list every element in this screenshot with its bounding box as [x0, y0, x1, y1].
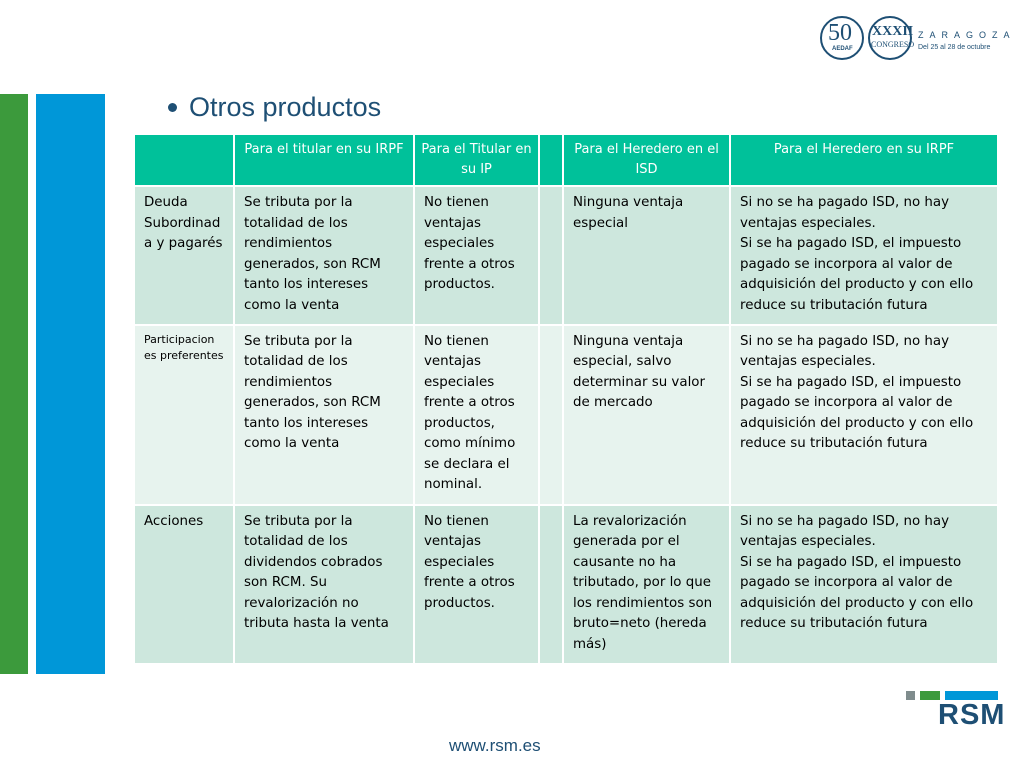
- table-row: [134, 186, 998, 325]
- cell-ip-titular: No tienen ventajas especiales frente a otros productos, como mínimo se declara el nominal.: [414, 325, 539, 505]
- website-link[interactable]: www.rsm.es: [449, 736, 541, 755]
- row-label: Participacion es preferentes: [134, 325, 234, 505]
- logo-city: ZARAGOZA: [918, 30, 1016, 40]
- header-spacer: [539, 134, 563, 186]
- blue-side-bar: [36, 94, 105, 674]
- row-label: Deuda Subordinad a y pagarés: [134, 186, 234, 325]
- cell-irpf-titular: Se tributa por la totalidad de los dividendos cobrados son RCM. Su revalorización no tributa hasta la venta: [234, 505, 414, 664]
- slide-title: [168, 92, 381, 123]
- rsm-logo: [906, 691, 1006, 731]
- logo-congress: CONGRESO: [871, 40, 915, 49]
- logo-edition: XXXII: [872, 24, 914, 39]
- cell-spacer: [539, 505, 563, 664]
- cell-isd-heredero: Ninguna ventaja especial: [563, 186, 730, 325]
- rsm-logo-bar-green: [920, 691, 940, 700]
- bullet-icon: [168, 103, 177, 112]
- table-row: [134, 325, 998, 505]
- products-table: [133, 133, 999, 665]
- row-label: Acciones: [134, 505, 234, 664]
- rsm-logo-text: RSM: [938, 699, 1006, 731]
- header-irpf-heredero: Para el Heredero en su IRPF: [730, 134, 998, 186]
- cell-irpf-heredero: Si no se ha pagado ISD, no hay ventajas especiales. Si se ha pagado ISD, el impuesto pagado se incorpora al valor de adquisición del producto y con ello reduce su tributación futura: [730, 186, 998, 325]
- cell-isd-heredero: La revalorización generada por el causante no ha tributado, por lo que los rendimientos son bruto=neto (hereda más): [563, 505, 730, 664]
- cell-spacer: [539, 325, 563, 505]
- header-cell-empty: [134, 134, 234, 186]
- congress-logo: [820, 14, 1016, 70]
- cell-irpf-titular: Se tributa por la totalidad de los rendimientos generados, son RCM tanto los intereses como la venta: [234, 186, 414, 325]
- header-isd-heredero: Para el Heredero en el ISD: [563, 134, 730, 186]
- header-irpf-titular: Para el titular en su IRPF: [234, 134, 414, 186]
- logo-org: AEDAF: [832, 46, 853, 52]
- cell-irpf-heredero: Si no se ha pagado ISD, no hay ventajas especiales. Si se ha pagado ISD, el impuesto pagado se incorpora al valor de adquisición del producto y con ello reduce su tributación futura: [730, 325, 998, 505]
- table-row: [134, 505, 998, 664]
- cell-irpf-titular: Se tributa por la totalidad de los rendimientos generados, son RCM tanto los intereses como la venta: [234, 325, 414, 505]
- green-side-bar: [0, 94, 28, 674]
- cell-spacer: [539, 186, 563, 325]
- cell-irpf-heredero: Si no se ha pagado ISD, no hay ventajas especiales. Si se ha pagado ISD, el impuesto pagado se incorpora al valor de adquisición del producto y con ello reduce su tributación futura: [730, 505, 998, 664]
- logo-number: 50: [828, 20, 852, 46]
- cell-ip-titular: No tienen ventajas especiales frente a otros productos.: [414, 505, 539, 664]
- logo-dates: Del 25 al 28 de octubre: [918, 44, 991, 51]
- cell-isd-heredero: Ninguna ventaja especial, salvo determinar su valor de mercado: [563, 325, 730, 505]
- cell-ip-titular: No tienen ventajas especiales frente a otros productos.: [414, 186, 539, 325]
- table-header-row: [134, 134, 998, 186]
- header-ip-titular: Para el Titular en su IP: [414, 134, 539, 186]
- slide-title-text: Otros productos: [189, 92, 382, 122]
- rsm-logo-bar-gray: [906, 691, 915, 700]
